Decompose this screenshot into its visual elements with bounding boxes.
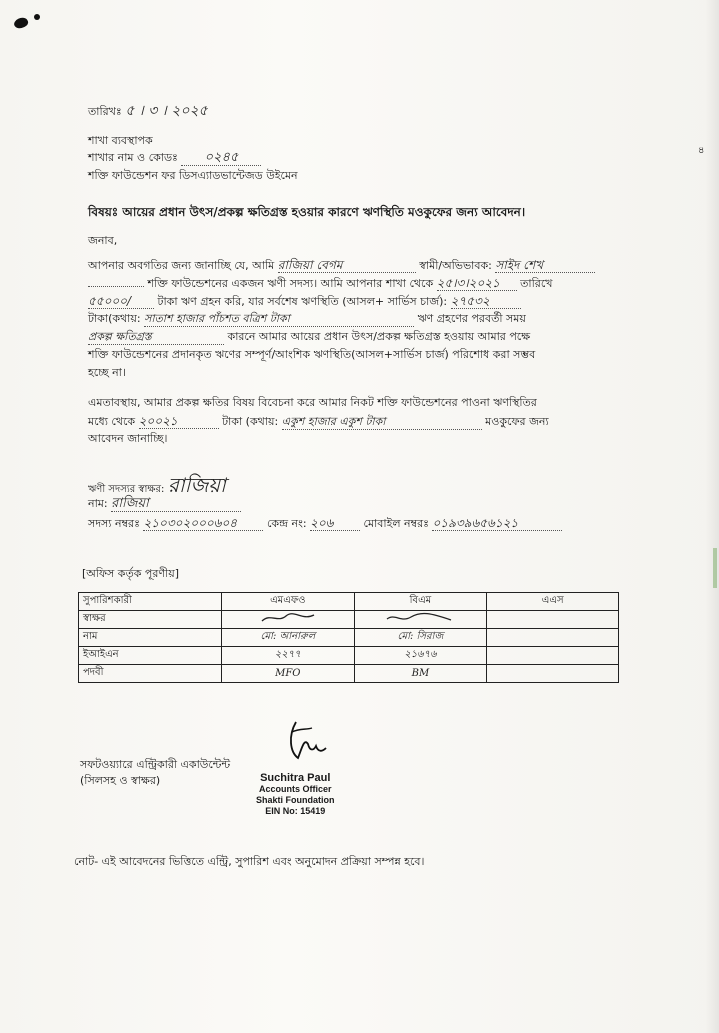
date-line bbox=[88, 104, 208, 119]
center-number: ২০৬ bbox=[310, 516, 360, 531]
page-edge-shadow bbox=[705, 0, 719, 1033]
text: তারিখে bbox=[520, 277, 553, 290]
member-name-value: রাজিয়া bbox=[111, 497, 241, 512]
waiver-amount-fill: ২০০২১ bbox=[139, 414, 219, 429]
text: মোবাইল নম্বরঃ bbox=[363, 517, 429, 530]
table-cell: মো: সিরাজ bbox=[354, 629, 487, 647]
table-cell: এমএফও bbox=[222, 593, 355, 611]
text: ঋণী সদস্যর স্বাক্ষর: bbox=[88, 484, 165, 495]
accountant-line-1: সফটওয়্যারে এন্ট্রিকারী একাউন্টেন্ট bbox=[80, 758, 231, 771]
table-row bbox=[79, 665, 619, 683]
text: স্বামী/অভিভাবক: bbox=[419, 259, 492, 272]
table-cell: ২২৭৭ bbox=[222, 647, 355, 665]
table-header-row bbox=[79, 593, 619, 611]
branch-line bbox=[88, 151, 261, 166]
org-line: শক্তি ফাউন্ডেশন ফর ডিসএ্যাডভান্টেজড উইমেন bbox=[88, 169, 298, 182]
table-cell bbox=[487, 629, 619, 647]
branch-code: ০২৪৫ bbox=[181, 151, 261, 166]
salutation: জনাব, bbox=[88, 234, 118, 247]
body-line-1 bbox=[88, 258, 595, 273]
body-line-3 bbox=[88, 294, 521, 309]
member-sign-line bbox=[88, 473, 226, 497]
body-p2-line-2 bbox=[88, 414, 549, 430]
office-heading: [অফিস কর্তৃক পূরণীয়] bbox=[82, 567, 179, 580]
stamp-ein: EIN No: 15419 bbox=[265, 806, 326, 816]
text: সদস্য নম্বরঃ bbox=[88, 517, 140, 530]
green-edge-mark bbox=[713, 548, 717, 588]
body-p2-line-1: এমতাবস্থায়, আমার প্রকল্প ক্ষতির বিষয় বিবেচনা করে আমার নিকট শক্তি ফাউন্ডেশনের পাওনা ঋণস্থিতির bbox=[88, 396, 537, 409]
office-table bbox=[78, 592, 619, 683]
reason-fill: প্রকল্প ক্ষতিগ্রস্ত bbox=[88, 330, 224, 345]
member-number: ২১০৩০২০০০৬০৪ bbox=[143, 516, 263, 531]
table-cell: এএস bbox=[487, 593, 619, 611]
table-cell: স্বাক্ষর bbox=[79, 611, 222, 629]
text: টাকা (কথায়: bbox=[222, 415, 279, 428]
table-cell: সুপারিশকারী bbox=[79, 593, 222, 611]
mfo-signature-icon bbox=[258, 611, 318, 625]
accountant-line-2: (সিলসহ ও স্বাক্ষর) bbox=[80, 774, 161, 787]
text: মওকুফের জন্য bbox=[485, 415, 549, 428]
member-info-line bbox=[88, 516, 562, 531]
accountant-signature-icon bbox=[282, 718, 332, 766]
text: কারনে আমার আয়ের প্রধান উৎস/প্রকল্প ক্ষতিগ্রস্ত হওয়ায় আমার পক্ষে bbox=[227, 330, 531, 343]
side-mark: ৪ bbox=[698, 145, 705, 156]
member-signature: রাজিয়া bbox=[167, 473, 226, 497]
loan-amount-fill: ৫৫০০০/ bbox=[88, 294, 154, 309]
text: টাকা ঋণ গ্রহন করি, যার সর্বশেষ ঋণস্থিতি (আসল+ সার্ভিস চার্জ): bbox=[157, 295, 448, 308]
ink-blot-small bbox=[34, 14, 40, 20]
body-line-2 bbox=[88, 276, 552, 291]
member-name-fill: রাজিয়া বেগম bbox=[278, 258, 416, 273]
accountant-stamp bbox=[256, 773, 335, 817]
blank-line bbox=[88, 286, 144, 287]
text: আপনার অবগতির জন্য জানাচ্ছি যে, আমি bbox=[88, 259, 275, 272]
branch-manager: শাখা ব্যবস্থাপক bbox=[88, 134, 153, 147]
date-label: তারিখঃ bbox=[88, 105, 122, 118]
table-row bbox=[79, 611, 619, 629]
subject-label: বিষয়ঃ bbox=[88, 205, 119, 219]
stamp-title: Accounts Officer bbox=[258, 784, 332, 794]
waiver-words-fill: একুশ হাজার একুশ টাকা bbox=[282, 415, 482, 430]
ink-blot bbox=[13, 16, 30, 31]
table-cell: পদবী bbox=[79, 665, 222, 683]
table-cell bbox=[487, 647, 619, 665]
table-cell: বিএম bbox=[354, 593, 487, 611]
balance-words-fill: সাতাশ হাজার পাঁচশত বত্রিশ টাকা bbox=[144, 312, 414, 327]
table-cell bbox=[487, 611, 619, 629]
stamp-org: Shakti Foundation bbox=[256, 795, 335, 805]
stamp-name: Suchitra Paul bbox=[260, 772, 331, 784]
table-cell: ইআইএন bbox=[79, 647, 222, 665]
text: কেন্দ্র নং: bbox=[266, 517, 307, 530]
member-name-line bbox=[88, 497, 241, 512]
bm-signature-icon bbox=[385, 611, 455, 625]
table-cell: BM bbox=[354, 665, 487, 683]
table-row bbox=[79, 629, 619, 647]
table-cell bbox=[487, 665, 619, 683]
text: মধ্যে থেকে bbox=[88, 415, 136, 428]
footer-note: নোট- এই আবেদনের ভিত্তিতে এন্ট্রি, সুপারিশ এবং অনুমোদন প্রক্রিয়া সম্পন্ন হবে। bbox=[74, 855, 425, 868]
subject-line bbox=[88, 204, 525, 224]
table-cell: নাম bbox=[79, 629, 222, 647]
date-value: ৫ । ৩ । ২০২৫ bbox=[125, 103, 208, 119]
text: টাকা(কথায়: bbox=[88, 312, 141, 325]
table-cell: MFO bbox=[222, 665, 355, 683]
table-row bbox=[79, 647, 619, 665]
balance-fill: ২৭৫৩২ bbox=[451, 294, 521, 309]
text: শক্তি ফাউন্ডেশনের একজন ঋণী সদস্য। আমি আপনার শাখা থেকে bbox=[147, 277, 434, 290]
text: নাম: bbox=[88, 497, 108, 510]
body-line-4 bbox=[88, 312, 526, 327]
loan-date-fill: ২৫।৩।২০২১ bbox=[437, 276, 517, 291]
table-cell: ২১৬৭৬ bbox=[354, 647, 487, 665]
signature-cell bbox=[354, 611, 487, 629]
text: ঋণ গ্রহণের পরবর্তী সময় bbox=[417, 312, 526, 325]
mobile-number: ০১৯৩৯৬৫৬১২১ bbox=[432, 516, 562, 531]
subject-text: আয়ের প্রধান উৎস/প্রকল্প ক্ষতিগ্রস্ত হওয়ার কারণে ঋণস্থিতি মওকুফের জন্য আবেদন। bbox=[122, 205, 526, 219]
body-line-5 bbox=[88, 330, 530, 345]
table-cell: মো: আনারুল bbox=[222, 629, 355, 647]
guardian-fill: সাইদ শেখ bbox=[495, 258, 595, 273]
body-p2-line-3: আবেদন জানাচ্ছি। bbox=[88, 432, 168, 445]
signature-cell bbox=[222, 611, 355, 629]
body-line-7: হচ্ছে না। bbox=[88, 366, 126, 379]
body-line-6: শক্তি ফাউন্ডেশনের প্রদানকৃত ঋণের সম্পূর্ণ/আংশিক ঋণস্থিতি(আসল+সার্ভিস চার্জ) পরিশোধ করা সম্ভব bbox=[88, 348, 536, 361]
branch-label: শাখার নাম ও কোডঃ bbox=[88, 151, 178, 164]
